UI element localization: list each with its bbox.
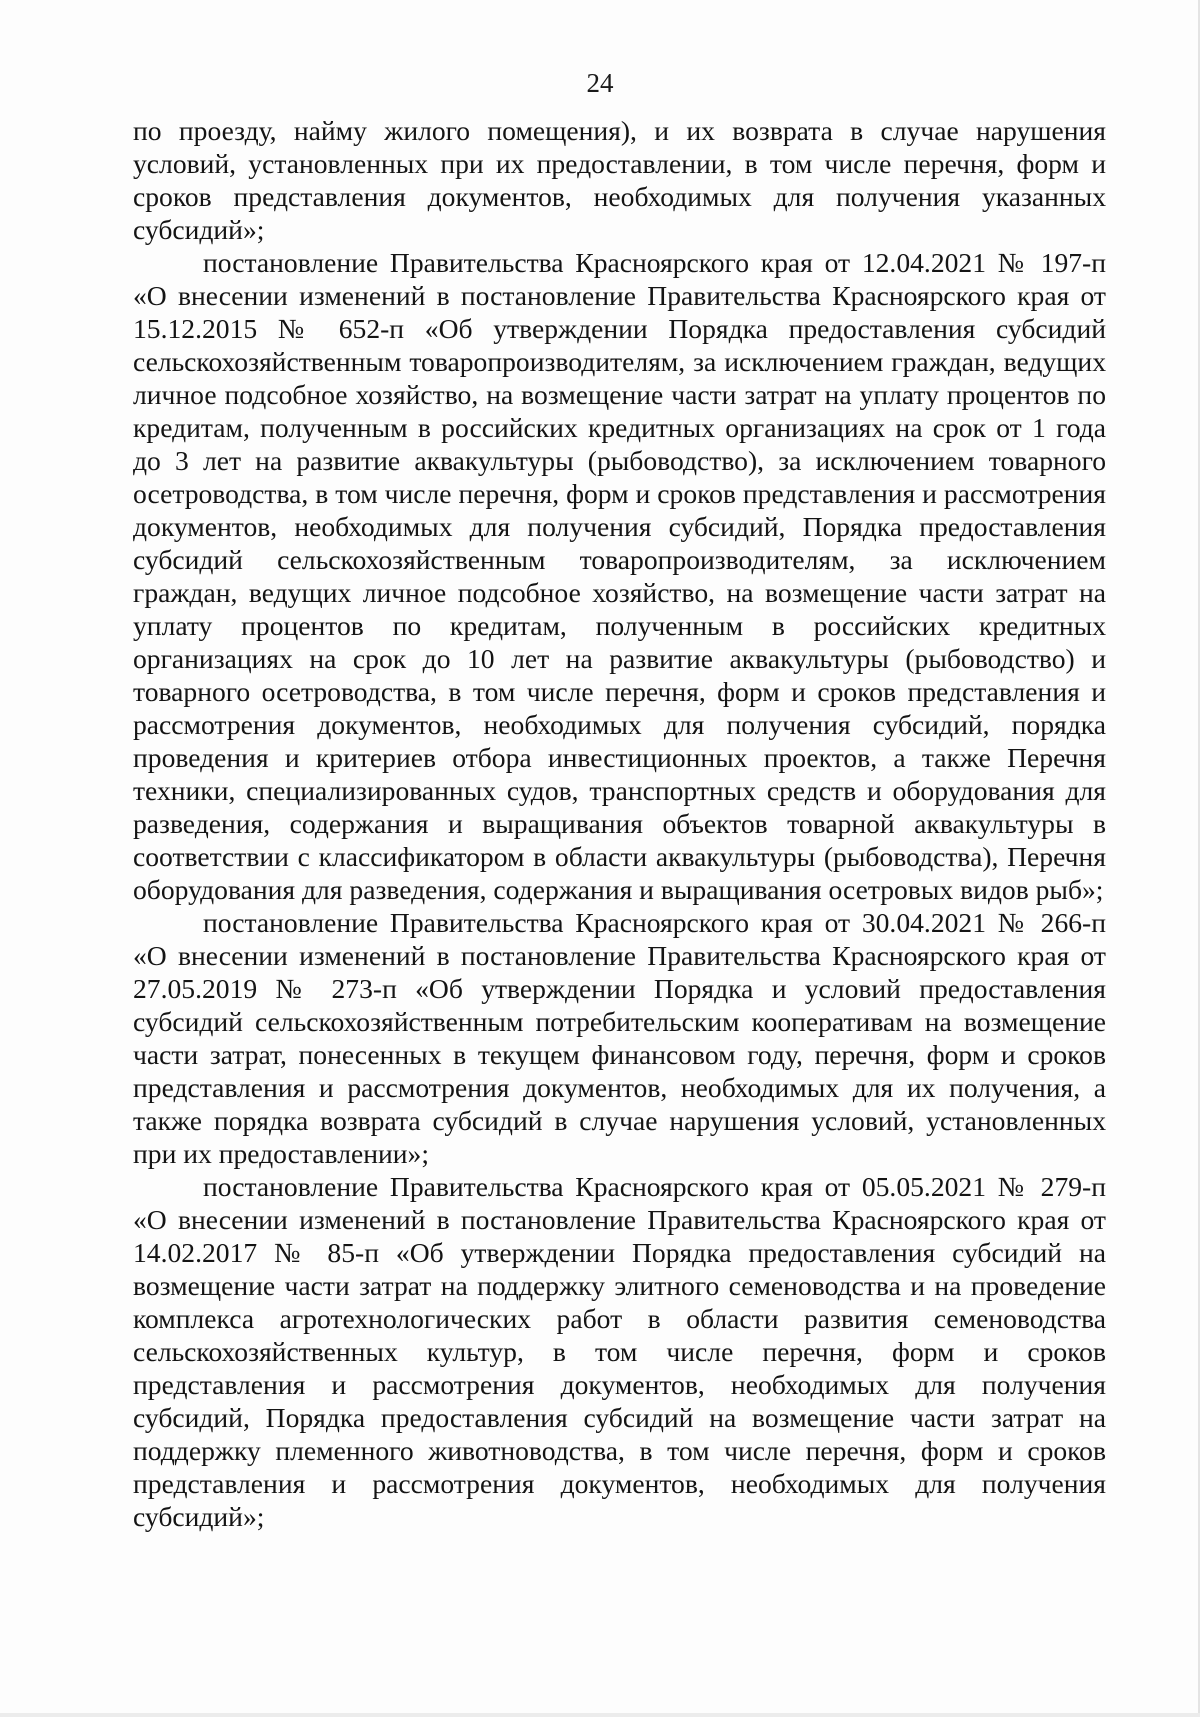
page-number: 24 <box>586 68 614 98</box>
paragraph-continuation: по проезду, найму жилого помещения), и их возврата в случае нарушения условий, установленных при их предоставлении, в том числе перечня, форм и сроков представления документов, необходимых для получения указанных субсидий»; <box>133 115 1106 245</box>
paragraph-resolution-279: постановление Правительства Красноярского края от 05.05.2021 № 279-п «О внесении изменений в постановление Правительства Красноярского края от 14.02.2017 № 85-п «Об утверждении Порядка предоставления субсидий на возмещение части затрат на поддержку элитного семеноводства и на проведение комплекса агротехнологических работ в области развития семеноводства сельскохозяйственных культур, в том числе перечня, форм и сроков представления и рассмотрения документов, необходимых для получения субсидий, Порядка предоставления субсидий на возмещение части затрат на поддержку племенного животноводства, в том числе перечня, форм и сроков представления и рассмотрения документов, необходимых для получения субсидий»; <box>133 1171 1106 1532</box>
scan-bottom-shadow <box>0 1713 1200 1717</box>
document-body <box>133 114 1106 1533</box>
paragraph-resolution-197: постановление Правительства Красноярского края от 12.04.2021 № 197-п «О внесении изменений в постановление Правительства Красноярского края от 15.12.2015 № 652-п «Об утверждении Порядка предоставления субсидий сельскохозяйственным товаропроизводителям, за исключением граждан, ведущих личное подсобное хозяйство, на возмещение части затрат на уплату процентов по кредитам, полученным в российских кредитных организациях на срок от 1 года до 3 лет на развитие аквакультуры (рыбоводство), за исключением товарного осетроводства, в том числе перечня, форм и сроков представления и рассмотрения документов, необходимых для получения субсидий, Порядка предоставления субсидий сельскохозяйственным товаропроизводителям, за исключением граждан, ведущих личное подсобное хозяйство, на возмещение части затрат на уплату процентов по кредитам, полученным в российских кредитных организациях на срок до 10 лет на развитие аквакультуры (рыбоводство) и товарного осетроводства, в том числе перечня, форм и сроков представления и рассмотрения документов, необходимых для получения субсидий, порядка проведения и критериев отбора инвестиционных проектов, а также Перечня техники, специализированных судов, транспортных средств и оборудования для разведения, содержания и выращивания объектов товарной аквакультуры в соответствии с классификатором в области аквакультуры (рыбоводства), Перечня оборудования для разведения, содержания и выращивания осетровых видов рыб»; <box>133 247 1106 905</box>
paragraph-resolution-266: постановление Правительства Красноярского края от 30.04.2021 № 266-п «О внесении изменений в постановление Правительства Красноярского края от 27.05.2019 № 273-п «Об утверждении Порядка и условий предоставления субсидий сельскохозяйственным потребительским кооперативам на возмещение части затрат, понесенных в текущем финансовом году, перечня, форм и сроков представления и рассмотрения документов, необходимых для их получения, а также порядка возврата субсидий в случае нарушения условий, установленных при их предоставлении»; <box>133 907 1106 1169</box>
